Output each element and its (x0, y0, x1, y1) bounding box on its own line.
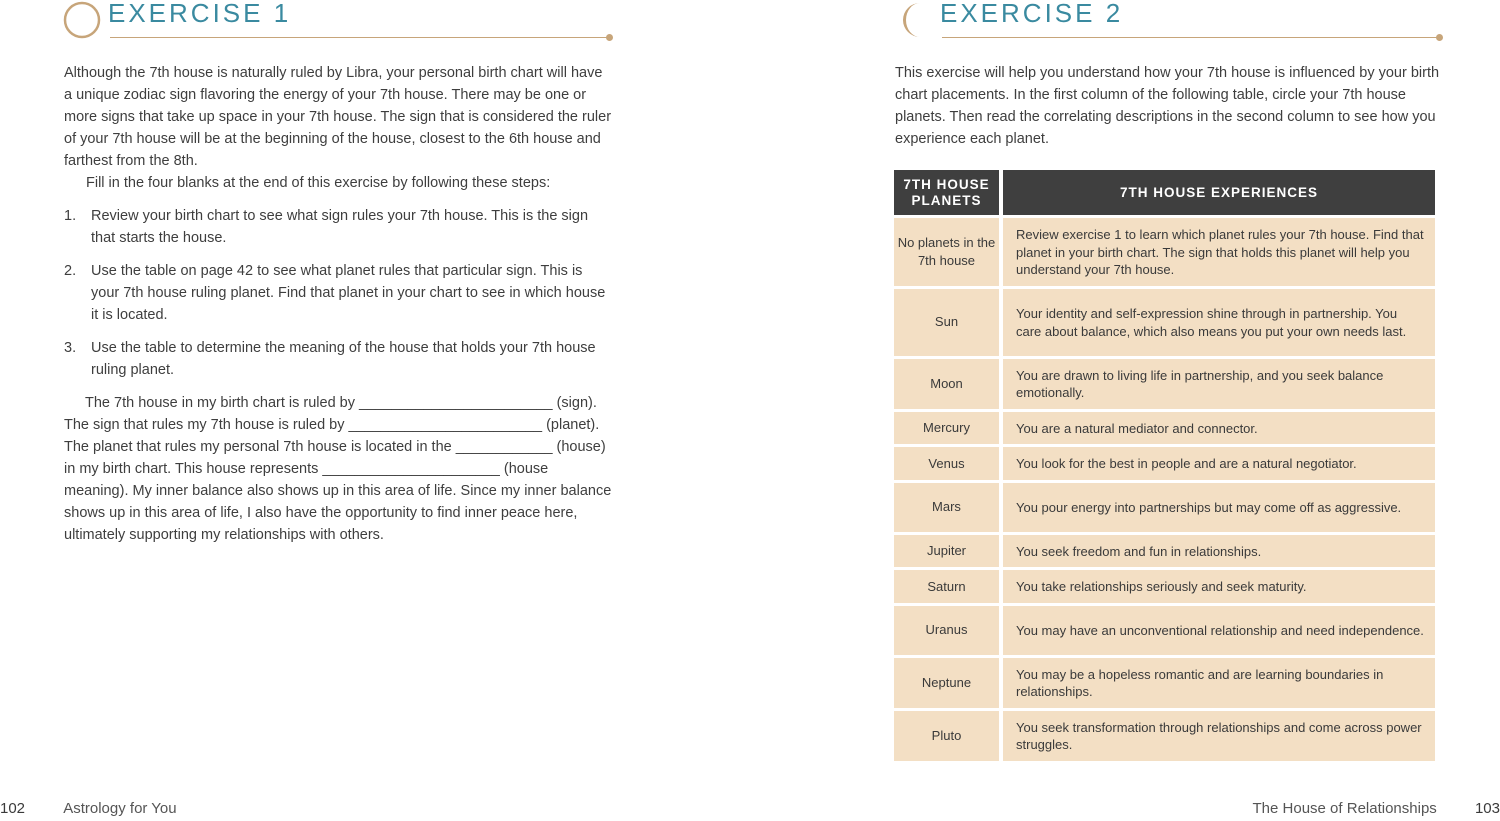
instructions-paragraph-text: Fill in the four blanks at the end of this exercise by following these steps: (86, 175, 551, 191)
step-number: 1. (64, 208, 77, 224)
exercise-1-rule-dot (606, 34, 613, 41)
header-planets: 7TH HOUSE PLANETS (894, 170, 1003, 215)
planets-table (894, 170, 1435, 764)
fill-in-paragraph (64, 392, 612, 546)
table-row (894, 483, 1435, 535)
full-circle-icon (62, 0, 102, 40)
experience-cell: You may be a hopeless romantic and are learning boundaries in relationships. (1003, 658, 1435, 711)
page-number: 102 (0, 800, 26, 817)
intro-paragraph (64, 62, 612, 172)
experience-cell: You may have an unconventional relationship and need independence. (1003, 606, 1435, 658)
table-row (894, 711, 1435, 764)
table-row (894, 570, 1435, 606)
planet-cell: Uranus (894, 606, 1003, 658)
steps-list (64, 205, 612, 392)
planet-cell: Jupiter (894, 535, 1003, 571)
planet-cell: Sun (894, 289, 1003, 359)
exercise-2-intro: This exercise will help you understand how your 7th house is influenced by your birth chart placements. In the first column of the following table, circle your 7th house planets. Then read the correlating descriptions in the second column to see how you experience each planet. (895, 65, 1440, 147)
experience-cell: Your identity and self-expression shine through in partnership. You care about balance, which also means you put your own needs last. (1003, 289, 1435, 359)
planet-cell: Mars (894, 483, 1003, 535)
planet-cell: No planets in the 7th house (894, 215, 1003, 289)
experience-cell: You look for the best in people and are a natural negotiator. (1003, 447, 1435, 483)
planet-cell: Venus (894, 447, 1003, 483)
list-item (64, 205, 612, 249)
table-row (894, 359, 1435, 412)
experience-cell: You are a natural mediator and connector. (1003, 412, 1435, 448)
fill-in-paragraph-text: The 7th house in my birth chart is ruled by ________________________ (sign). The sign that rules my 7th house is ruled by ________________________ (planet). The planet that rules my personal 7th house is located in the ____________ (house) in my birth chart. This house represents ______________________ (house meaning). My inner balance also shows up in this area of life. Since my inner balance shows up in this area of life, I also have the opportunity to find inner peace here, ultimately supporting my relationships with others. (64, 395, 612, 543)
exercise-1-header (62, 0, 610, 44)
crescent-moon-icon (894, 0, 934, 40)
experience-cell: You seek transformation through relationships and come across power struggles. (1003, 711, 1435, 764)
footer-left (0, 800, 177, 817)
table-header-row (894, 170, 1435, 215)
list-item (64, 260, 612, 326)
exercise-1-rule (110, 37, 610, 38)
planet-cell: Moon (894, 359, 1003, 412)
table-row (894, 215, 1435, 289)
experience-cell: You take relationships seriously and seek maturity. (1003, 570, 1435, 606)
right-page (750, 0, 1500, 821)
page-number: 103 (1474, 800, 1500, 817)
running-head: Astrology for You (63, 800, 177, 817)
table-row (894, 412, 1435, 448)
experience-cell: You pour energy into partnerships but may come off as aggressive. (1003, 483, 1435, 535)
planet-cell: Mercury (894, 412, 1003, 448)
step-text: Use the table to determine the meaning of the house that holds your 7th house ruling planet. (91, 340, 596, 378)
exercise-2-rule-dot (1436, 34, 1443, 41)
experience-cell: You are drawn to living life in partnership, and you seek balance emotionally. (1003, 359, 1435, 412)
experience-cell: Review exercise 1 to learn which planet rules your 7th house. Find that planet in your birth chart. The sign that holds this planet will help you understand your 7th house. (1003, 215, 1435, 289)
table-row (894, 535, 1435, 571)
planet-cell: Pluto (894, 711, 1003, 764)
list-item (64, 337, 612, 381)
planet-cell: Neptune (894, 658, 1003, 711)
table-row (894, 658, 1435, 711)
running-head: The House of Relationships (1252, 800, 1437, 817)
exercise-2-title: EXERCISE 2 (940, 0, 1124, 28)
step-text: Use the table on page 42 to see what planet rules that particular sign. This is your 7th house ruling planet. Find that planet in your chart to see in which house it is located. (91, 263, 606, 323)
table-row (894, 606, 1435, 658)
step-number: 3. (64, 340, 77, 356)
table-row (894, 289, 1435, 359)
instructions-paragraph (64, 172, 612, 194)
experience-cell: You seek freedom and fun in relationships. (1003, 535, 1435, 571)
header-experiences: 7TH HOUSE EXPERIENCES (1003, 170, 1435, 215)
step-text: Review your birth chart to see what sign rules your 7th house. This is the sign that starts the house. (91, 208, 589, 246)
step-number: 2. (64, 263, 77, 279)
footer-right (1253, 800, 1500, 817)
table-row (894, 447, 1435, 483)
exercise-1-title: EXERCISE 1 (108, 0, 292, 28)
planet-cell: Saturn (894, 570, 1003, 606)
intro-paragraph-text: Although the 7th house is naturally ruled by Libra, your personal birth chart will have a unique zodiac sign flavoring the energy of your 7th house. There may be one or more signs that take up space in your 7th house. The sign that is considered the ruler of your 7th house will be at the beginning of the house, closest to the 6th house and farthest from the 8th. (64, 65, 612, 169)
exercise-2-header (894, 0, 1440, 44)
exercise-2-rule (942, 37, 1440, 38)
